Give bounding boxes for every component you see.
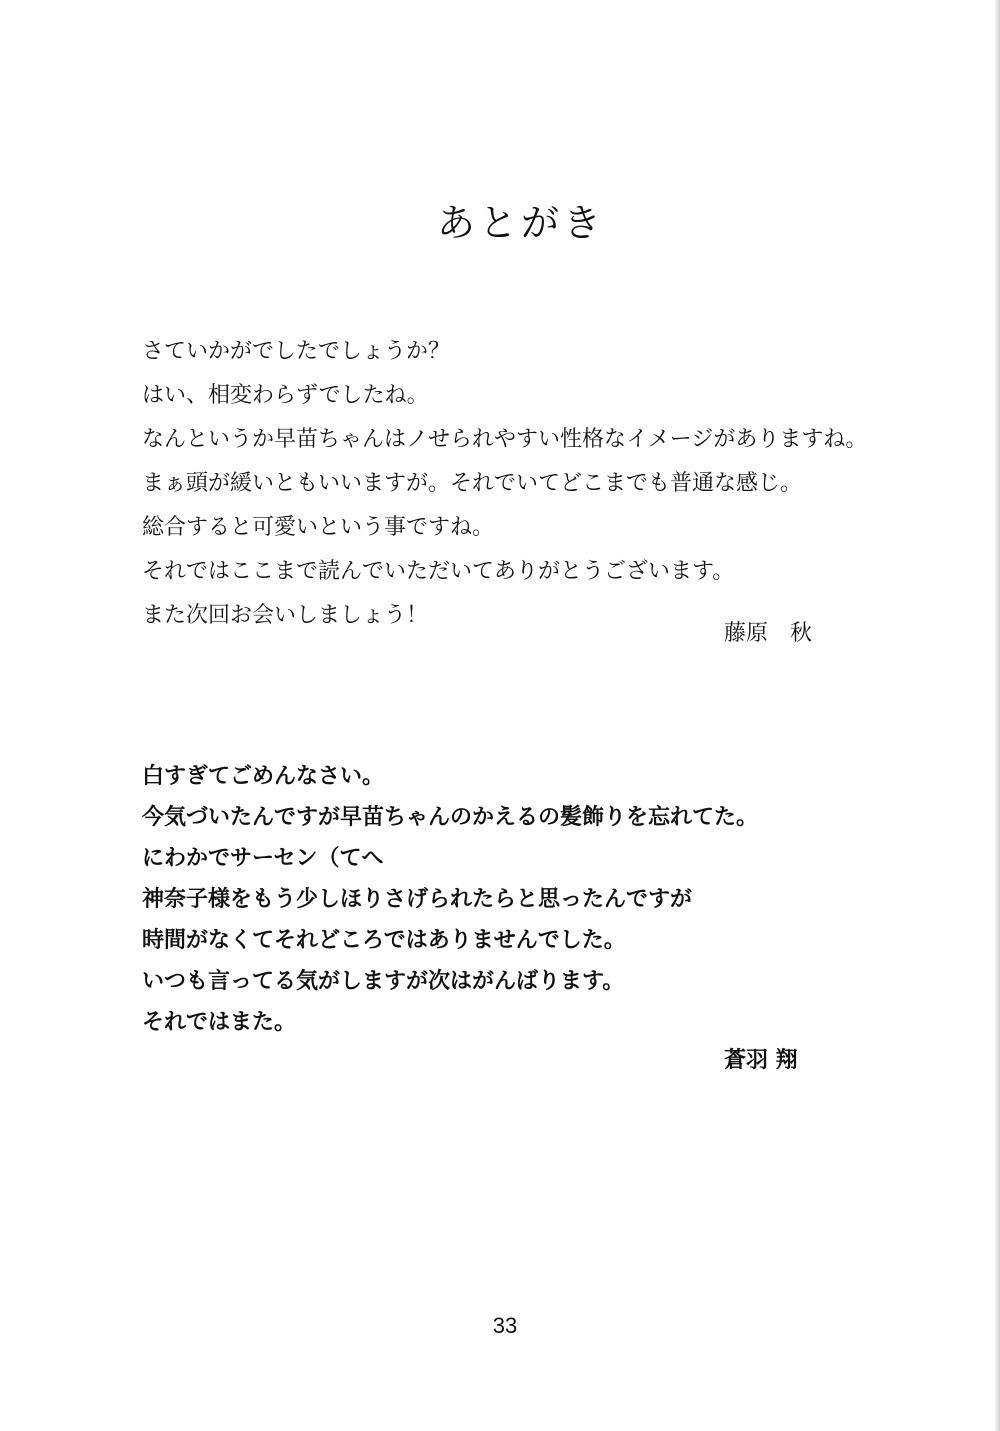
- text-line: 時間がなくてそれどころではありませんでした。: [142, 928, 626, 953]
- text-line: なんというか早苗ちゃんはノせられやすい性格なイメージがありますね。: [142, 427, 868, 452]
- text-line: 神奈子様をもう少しほりさげられたらと思ったんですが: [142, 887, 693, 912]
- text-line: 総合すると可愛いという事ですね。: [142, 515, 495, 540]
- text-line: 今気づいたんですが早苗ちゃんのかえるの髪飾りを忘れてた。: [142, 805, 759, 830]
- text-line: にわかでサーセン（てへ: [142, 846, 384, 871]
- text-line: また次回お会いしましょう！: [142, 603, 429, 628]
- text-line: はい、相変わらずでしたね。: [142, 383, 429, 408]
- text-line: さていかがでしたでしょうか？: [142, 339, 451, 364]
- afterword-section-2: [142, 756, 758, 1043]
- author-signature-2: 蒼羽 翔: [724, 1048, 798, 1073]
- text-line: いつも言ってる気がしますが次はがんばります。: [142, 969, 625, 994]
- text-line: それではここまで読んでいただいてありがとうございます。: [142, 559, 735, 584]
- text-line: それではまた。: [142, 1010, 297, 1035]
- page-number: 33: [492, 1313, 518, 1338]
- text-line: まぁ頭が緩いともいいますが。それでいてどこまでも普通な感じ。: [142, 471, 803, 496]
- afterword-section-1: [142, 330, 867, 638]
- text-line: 白すぎてごめんなさい。: [142, 764, 385, 789]
- author-signature-1: 藤原 秋: [724, 621, 813, 646]
- page-title: あとがき: [436, 201, 605, 245]
